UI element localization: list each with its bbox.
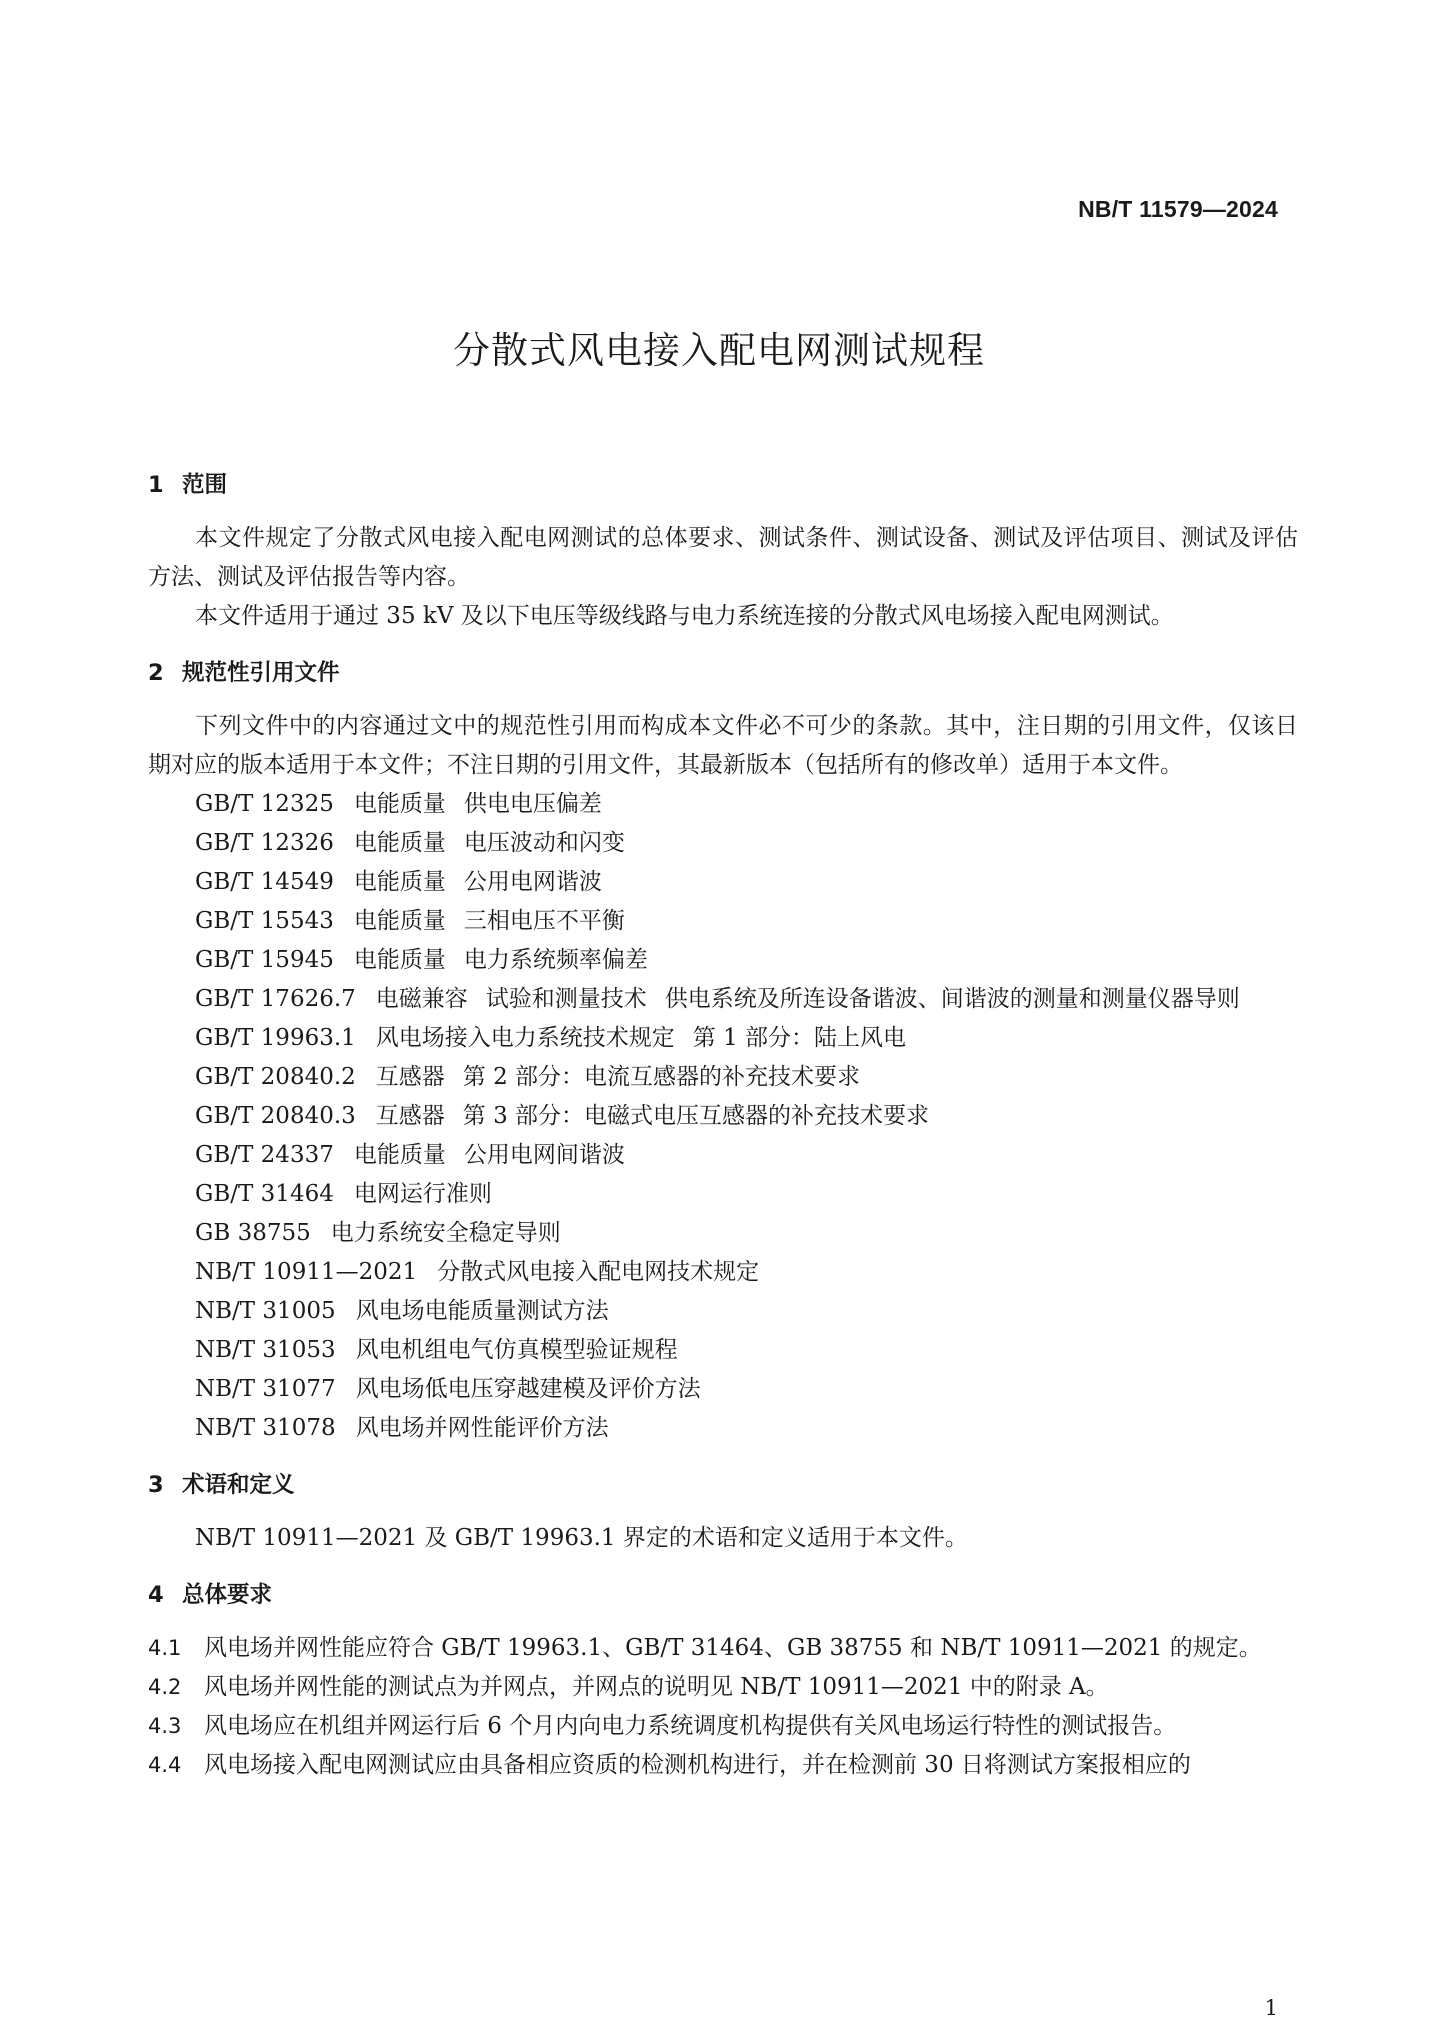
reference-item: NB/T 31078 风电场并网性能评价方法 — [195, 1415, 609, 1441]
reference-item: GB/T 19963.1 风电场接入电力系统技术规定 第 1 部分：陆上风电 — [195, 1025, 907, 1051]
reference-item: GB/T 15543 电能质量 三相电压不平衡 — [195, 908, 625, 934]
reference-item: GB/T 17626.7 电磁兼容 试验和测量技术 供电系统及所连设备谐波、间谐波的测量和测量仪器导则 — [195, 986, 1240, 1012]
clause-item: 4.4 风电场接入配电网测试应由具备相应资质的检测机构进行，并在检测前 30 日将测试方案报相应的 — [148, 1752, 1191, 1778]
reference-item: NB/T 10911—2021 分散式风电接入配电网技术规定 — [195, 1259, 760, 1285]
reference-item: NB/T 31053 风电机组电气仿真模型验证规程 — [195, 1337, 678, 1363]
section-heading-terms: 3 术语和定义 — [148, 1472, 295, 1498]
reference-item: GB/T 14549 电能质量 公用电网谐波 — [195, 869, 602, 895]
section-heading-general-requirements: 4 总体要求 — [148, 1582, 273, 1608]
reference-item: GB/T 12326 电能质量 电压波动和闪变 — [195, 830, 625, 856]
reference-item: GB/T 20840.2 互感器 第 2 部分：电流互感器的补充技术要求 — [195, 1064, 861, 1090]
clause-item: 4.3 风电场应在机组并网运行后 6 个月内向电力系统调度机构提供有关风电场运行特性的测试报告。 — [148, 1713, 1177, 1739]
reference-item: GB/T 15945 电能质量 电力系统频率偏差 — [195, 947, 648, 973]
page-number: 1 — [1264, 1996, 1278, 2020]
reference-item: GB 38755 电力系统安全稳定导则 — [195, 1220, 561, 1246]
paragraph: 本文件适用于通过 35 kV 及以下电压等级线路与电力系统连接的分散式风电场接入配电网测试。 — [195, 603, 1174, 629]
reference-item: GB/T 24337 电能质量 公用电网间谐波 — [195, 1142, 625, 1168]
section-heading-scope: 1 范围 — [148, 472, 228, 498]
reference-item: NB/T 31077 风电场低电压穿越建模及评价方法 — [195, 1376, 701, 1402]
document-title: 分散式风电接入配电网测试规程 — [453, 329, 985, 372]
reference-item: GB/T 12325 电能质量 供电电压偏差 — [195, 791, 602, 817]
section-heading-normative-references: 2 规范性引用文件 — [148, 660, 340, 686]
clause-item: 4.2 风电场并网性能的测试点为并网点，并网点的说明见 NB/T 10911—2021 中的附录 A。 — [148, 1674, 1109, 1700]
standard-number: NB/T 11579—2024 — [1078, 196, 1278, 222]
paragraph: NB/T 10911—2021 及 GB/T 19963.1 界定的术语和定义适用于本文件。 — [195, 1525, 968, 1551]
document-body — [148, 466, 1298, 1785]
paragraph: 本文件规定了分散式风电接入配电网测试的总体要求、测试条件、测试设备、测试及评估项目、测试及评估方法、测试及评估报告等内容。 — [148, 525, 1298, 590]
paragraph: 下列文件中的内容通过文中的规范性引用而构成本文件必不可少的条款。其中，注日期的引用文件，仅该日期对应的版本适用于本文件；不注日期的引用文件，其最新版本（包括所有的修改单）适用于本文件。 — [148, 713, 1298, 778]
reference-item: GB/T 20840.3 互感器 第 3 部分：电磁式电压互感器的补充技术要求 — [195, 1103, 930, 1129]
reference-item: GB/T 31464 电网运行准则 — [195, 1181, 492, 1207]
reference-item: NB/T 31005 风电场电能质量测试方法 — [195, 1298, 609, 1324]
clause-item: 4.1 风电场并网性能应符合 GB/T 19963.1、GB/T 31464、GB 38755 和 NB/T 10911—2021 的规定。 — [148, 1635, 1262, 1661]
